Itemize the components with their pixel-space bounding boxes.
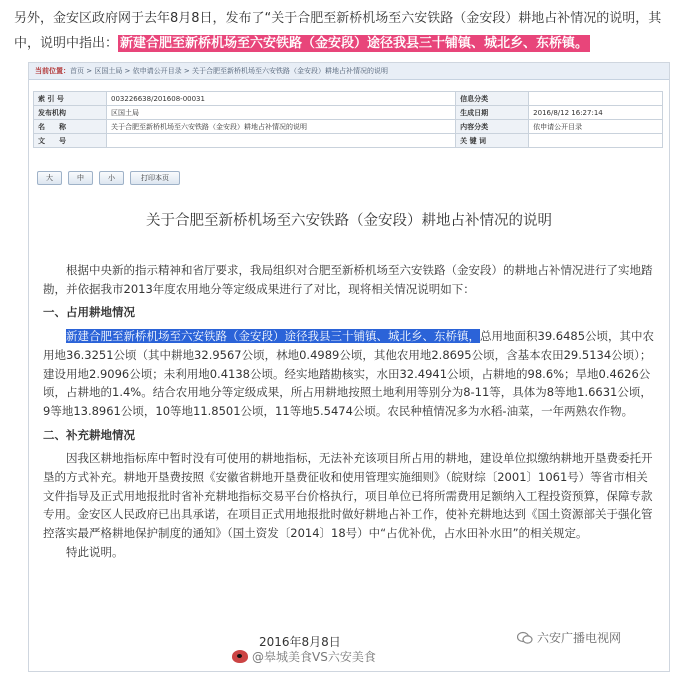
content-label: 内容分类: [456, 120, 529, 134]
section-heading-occupied: 一、占用耕地情况: [43, 305, 135, 320]
print-button[interactable]: 打印本页: [130, 171, 180, 185]
breadcrumb-label: 当前位置：: [35, 67, 70, 75]
document-body: [43, 261, 655, 562]
breadcrumb: [29, 63, 669, 80]
font-medium-button[interactable]: 中: [68, 171, 93, 185]
date-label: 生成日期: [456, 106, 529, 120]
weibo-watermark: [232, 648, 376, 665]
index-value: 003226638/201608-00031: [107, 92, 456, 106]
category-value: [529, 92, 663, 106]
weibo-watermark-text: @皋城美食VS六安美食: [252, 650, 376, 664]
name-value: 关于合肥至新桥机场至六安铁路（金安段）耕地占补情况的说明: [107, 120, 456, 134]
intro-text: 另外，金安区政府网于去年8月8日，发布了“关于合肥至新桥机场至六安铁路（金安段）耕地占补情况的说明，其中，说明中指出：: [14, 11, 662, 51]
font-size-controls: [37, 171, 180, 185]
closing-text: 特此说明。: [66, 544, 124, 559]
document-date: 2016年8月8日: [259, 635, 341, 649]
breadcrumb-path[interactable]: 首页 > 区国土局 > 依申请公开目录 > 关于合肥至新桥机场至六安铁路（金安段）耕地占补情况的说明: [70, 67, 388, 75]
docno-value: [107, 134, 456, 148]
date-value: 2016/8/12 16:27:14: [529, 106, 663, 120]
paragraph-intro: 根据中央新的指示精神和省厅要求，我局组织对合肥至新桥机场至六安铁路（金安段）的耕地占补情况进行了实地踏勘，并依据我市2013年度农用地分等定级成果进行了对比，现将相关情况说明如下：: [43, 263, 653, 296]
webpage-screenshot: [28, 62, 670, 672]
wechat-icon: [517, 631, 533, 645]
document-title: 关于合肥至新桥机场至六安铁路（金安段）耕地占补情况的说明: [146, 213, 552, 229]
intro-highlight: 新建合肥至新桥机场至六安铁路（金安段）途径我县三十铺镇、城北乡、东桥镇。: [120, 36, 589, 51]
wechat-watermark-text: 六安广播电视网: [537, 631, 622, 645]
category-label: 信息分类: [456, 92, 529, 106]
index-label: 索 引 号: [34, 92, 107, 106]
font-large-button[interactable]: 大: [37, 171, 62, 185]
intro-paragraph: [14, 6, 680, 56]
wechat-watermark: [517, 629, 621, 646]
keywords-value: [529, 134, 663, 148]
weibo-icon: [232, 650, 248, 663]
paragraph-occupied: [43, 327, 655, 421]
name-label: 名 称: [34, 120, 107, 134]
content-value: 依申请公开目录: [529, 120, 663, 134]
keywords-label: 关 键 词: [456, 134, 529, 148]
paragraph-supplement: 因我区耕地指标库中暂时没有可使用的耕地指标，无法补充该项目所占用的耕地，建设单位拟缴纳耕地开垦费委托开垦的方式补充。耕地开垦费按照《安徽省耕地开垦费征收和使用管理实施细则》（皖财综〔2001〕1061号）等省市相关文件指导及正式用地报批时省补充耕地指标交易平台价格执行，项目单位已将所需费用足额纳入工程投资预算，保障专款专用。金安区人民政府已出具承诺，在项目正式用地报批时做好耕地占补工作，使补充耕地达到《国土资源部关于强化管控落实最严格耕地保护制度的通知》（国土资发〔2014〕18号）中“占优补优，占水田补水田”的相关规定。: [43, 451, 653, 541]
info-table: [33, 91, 663, 148]
selected-text: 新建合肥至新桥机场至六安铁路（金安段）途径我县三十铺镇、城北乡、东桥镇，: [66, 329, 480, 344]
section-heading-supplement: 二、补充耕地情况: [43, 427, 135, 442]
font-small-button[interactable]: 小: [99, 171, 124, 185]
docno-label: 文 号: [34, 134, 107, 148]
paragraph-occupied-rest: 总用地面积39.6485公顷，其中农用地36.3251公顷（其中耕地32.9567公顷，林地0.4989公顷，其他农用地2.8695公顷，含基本农田29.5134公顷）；建设用地2.9096公顷；未利用地0.4138公顷。经实地踏勘核实，水田32.4941公顷，占耕地的98.6%；旱地0.4626公顷，占耕地的1.4%。结合农用地分等定级成果，所占用耕地按照土地利用等别分为8-11等，具体为8等地1.6631公顷，9等地13.8961公顷，10等地11.8501公顷，11等地5.5474公顷。农民种植情况多为水稻-油菜，一年两熟农作物。: [43, 329, 655, 418]
publisher-label: 发布机构: [34, 106, 107, 120]
publisher-value: 区国土局: [107, 106, 456, 120]
